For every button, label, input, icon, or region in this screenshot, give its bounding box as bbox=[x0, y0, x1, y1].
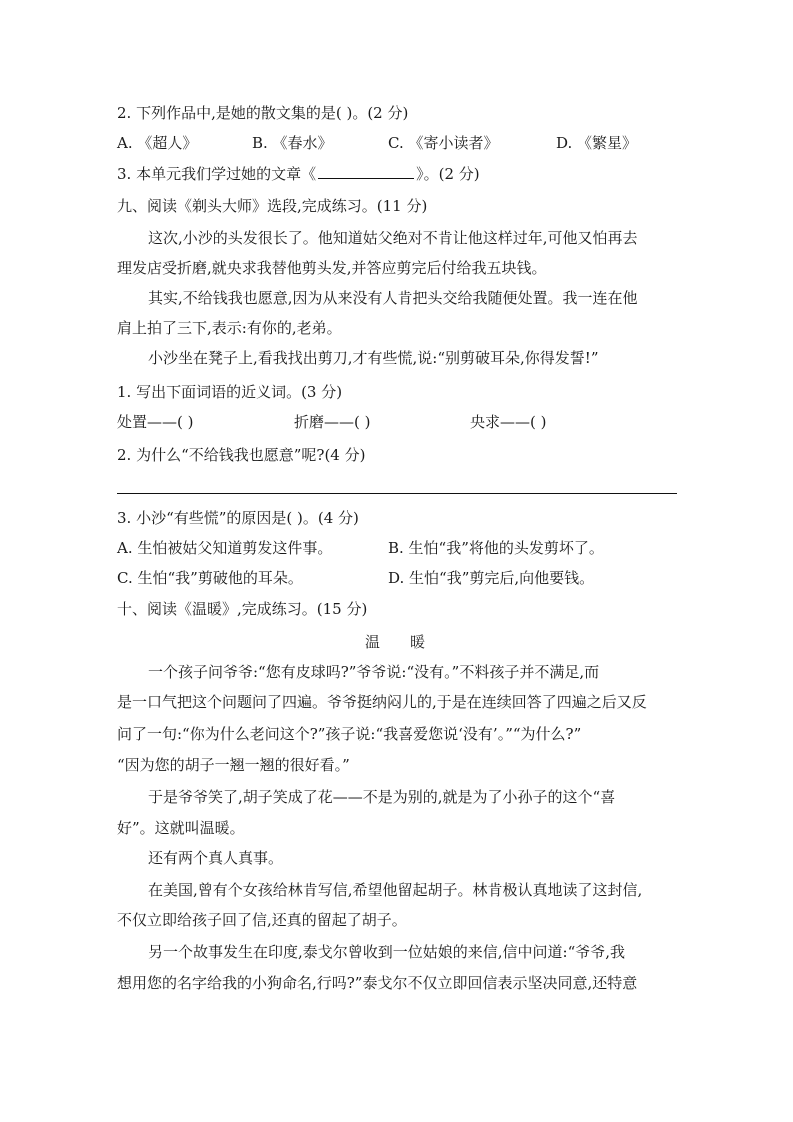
synonym-item[interactable]: 折磨——( ) bbox=[294, 413, 371, 431]
option-a: A. 生怕被姑父知道剪发这件事。 bbox=[117, 539, 333, 557]
section-10-heading: 十、阅读《温暖》,完成练习。(15 分) bbox=[117, 600, 368, 618]
answer-line[interactable] bbox=[117, 493, 677, 494]
passage-line: 于是爷爷笑了,胡子笑成了花——不是为别的,就是为了小孙子的这个“喜 bbox=[148, 788, 616, 806]
option-c: C. 生怕“我”剪破他的耳朵。 bbox=[117, 569, 303, 587]
passage-line: 在美国,曾有个女孩给林肯写信,希望他留起胡子。林肯极认真地读了这封信, bbox=[148, 881, 643, 899]
passage-line: 问了一句:“你为什么老问这个?”孩子说:“我喜爱您说‘没有’。”“为什么?” bbox=[117, 725, 582, 743]
synonym-item[interactable]: 央求——( ) bbox=[470, 413, 547, 431]
question-8-2-stem: 2. 下列作品中,是她的散文集的是( )。(2 分) bbox=[117, 104, 409, 122]
title-char: 暖 bbox=[410, 633, 426, 651]
question-9-3-stem: 3. 小沙“有些慌”的原因是( )。(4 分) bbox=[117, 509, 359, 527]
passage-line: 不仅立即给孩子回了信,还真的留起了胡子。 bbox=[117, 911, 407, 929]
passage-line: 另一个故事发生在印度,泰戈尔曾收到一位姑娘的来信,信中问道:“爷爷,我 bbox=[148, 943, 626, 961]
fill-in-blank[interactable] bbox=[318, 163, 414, 179]
passage-line: 小沙坐在凳子上,看我找出剪刀,才有些慌,说:“别剪破耳朵,你得发誓!” bbox=[148, 349, 599, 367]
passage-line: “因为您的胡子一翘一翘的很好看。” bbox=[117, 756, 350, 774]
passage-line: 是一口气把这个问题问了四遍。爷爷挺纳闷儿的,于是在连续回答了四遍之后又反 bbox=[117, 693, 647, 711]
passage-line: 理发店受折磨,就央求我替他剪头发,并答应剪完后付给我五块钱。 bbox=[117, 259, 547, 277]
passage-line: 好”。这就叫温暖。 bbox=[117, 819, 245, 837]
passage-line: 还有两个真人真事。 bbox=[148, 849, 284, 867]
passage-line: 一个孩子问爷爷:“您有皮球吗?”爷爷说:“没有。”不料孩子并不满足,而 bbox=[148, 663, 600, 681]
synonym-item[interactable]: 处置——( ) bbox=[117, 413, 194, 431]
option-b: B. 《春水》 bbox=[252, 134, 333, 152]
passage-line: 肩上拍了三下,表示:有你的,老弟。 bbox=[117, 319, 342, 337]
passage-line: 想用您的名字给我的小狗命名,行吗?”泰戈尔不仅立即回信表示坚决同意,还特意 bbox=[117, 974, 638, 992]
question-8-3-prefix: 3. 本单元我们学过她的文章《 bbox=[117, 165, 317, 183]
option-a: A. 《超人》 bbox=[117, 134, 198, 152]
option-d: D. 生怕“我”剪完后,向他要钱。 bbox=[388, 569, 595, 587]
option-c: C. 《寄小读者》 bbox=[388, 134, 499, 152]
passage-line: 其实,不给钱我也愿意,因为从来没有人肯把头交给我随便处置。我一连在他 bbox=[148, 289, 638, 307]
passage-title bbox=[365, 632, 425, 652]
question-9-1-stem: 1. 写出下面词语的近义词。(3 分) bbox=[117, 383, 343, 401]
question-8-3 bbox=[117, 163, 480, 184]
passage-line: 这次,小沙的头发很长了。他知道姑父绝对不肯让他这样过年,可他又怕再去 bbox=[148, 229, 638, 247]
option-d: D. 《繁星》 bbox=[556, 134, 638, 152]
option-b: B. 生怕“我”将他的头发剪坏了。 bbox=[388, 539, 604, 557]
title-char: 温 bbox=[365, 633, 381, 651]
question-9-2-stem: 2. 为什么“不给钱我也愿意”呢?(4 分) bbox=[117, 446, 366, 464]
section-9-heading: 九、阅读《剃头大师》选段,完成练习。(11 分) bbox=[117, 197, 428, 215]
question-8-3-suffix: 》。(2 分) bbox=[416, 165, 480, 183]
